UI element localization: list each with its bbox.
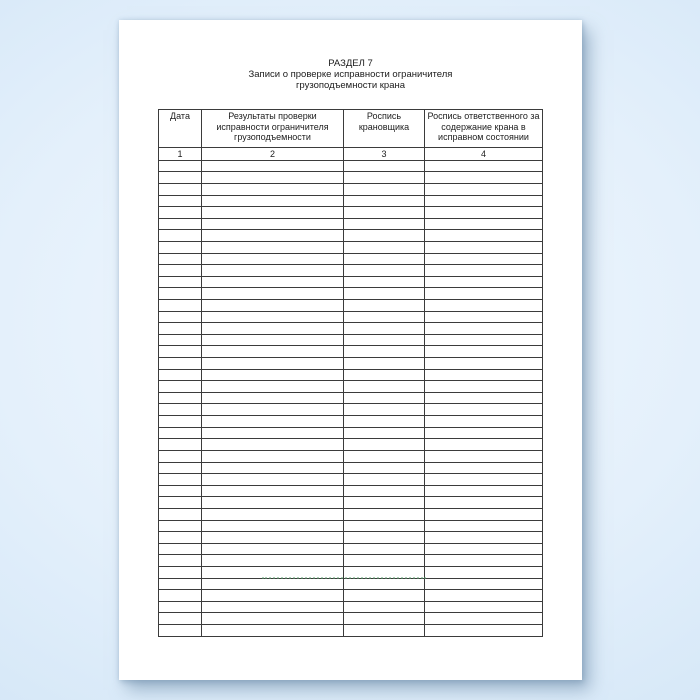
empty-record-cell	[344, 195, 425, 207]
empty-record-cell	[202, 427, 344, 439]
empty-record-cell	[344, 416, 425, 428]
empty-record-cell	[159, 265, 202, 277]
empty-record-cell	[425, 508, 543, 520]
empty-record-cell	[425, 497, 543, 509]
empty-record-row	[159, 183, 543, 195]
empty-record-row	[159, 439, 543, 451]
empty-record-cell	[344, 567, 425, 579]
empty-record-cell	[344, 311, 425, 323]
section-title: РАЗДЕЛ 7	[328, 58, 373, 69]
empty-record-cell	[344, 590, 425, 602]
column-number: 2	[202, 148, 344, 161]
empty-record-row	[159, 172, 543, 184]
empty-record-cell	[425, 195, 543, 207]
empty-record-cell	[344, 392, 425, 404]
empty-record-cell	[425, 474, 543, 486]
empty-record-cell	[344, 520, 425, 532]
empty-record-cell	[202, 392, 344, 404]
empty-record-cell	[344, 439, 425, 451]
empty-record-cell	[159, 485, 202, 497]
empty-record-cell	[425, 543, 543, 555]
empty-record-cell	[344, 369, 425, 381]
empty-record-cell	[159, 613, 202, 625]
empty-record-cell	[159, 288, 202, 300]
empty-record-cell	[344, 288, 425, 300]
empty-record-cell	[202, 474, 344, 486]
empty-record-cell	[344, 323, 425, 335]
empty-record-row	[159, 311, 543, 323]
empty-record-row	[159, 369, 543, 381]
header-cell-date: Дата	[159, 110, 202, 148]
empty-record-row	[159, 207, 543, 219]
empty-record-cell	[159, 253, 202, 265]
empty-record-cell	[425, 613, 543, 625]
empty-record-cell	[425, 462, 543, 474]
empty-record-cell	[425, 450, 543, 462]
empty-record-row	[159, 253, 543, 265]
empty-record-row	[159, 508, 543, 520]
empty-record-cell	[202, 601, 344, 613]
empty-record-cell	[344, 183, 425, 195]
empty-record-cell	[425, 253, 543, 265]
empty-record-cell	[344, 160, 425, 172]
empty-record-cell	[425, 439, 543, 451]
empty-record-cell	[159, 439, 202, 451]
empty-record-cell	[425, 590, 543, 602]
empty-record-row	[159, 613, 543, 625]
empty-record-row	[159, 625, 543, 637]
empty-record-cell	[159, 218, 202, 230]
column-number-row	[159, 148, 543, 161]
document-page	[119, 20, 582, 680]
empty-record-row	[159, 288, 543, 300]
empty-record-cell	[202, 439, 344, 451]
empty-record-cell	[344, 625, 425, 637]
empty-record-cell	[159, 230, 202, 242]
empty-record-cell	[159, 358, 202, 370]
header-cell-operator-signature: Роспись крановщика	[344, 110, 425, 148]
empty-record-cell	[159, 497, 202, 509]
empty-record-cell	[344, 346, 425, 358]
empty-record-cell	[425, 601, 543, 613]
empty-record-cell	[159, 346, 202, 358]
column-number: 3	[344, 148, 425, 161]
empty-record-cell	[344, 555, 425, 567]
empty-record-cell	[159, 416, 202, 428]
empty-record-row	[159, 195, 543, 207]
empty-record-cell	[159, 601, 202, 613]
empty-record-cell	[344, 207, 425, 219]
empty-record-cell	[159, 334, 202, 346]
empty-record-row	[159, 520, 543, 532]
empty-record-cell	[425, 172, 543, 184]
empty-record-cell	[202, 416, 344, 428]
empty-record-cell	[159, 543, 202, 555]
empty-record-row	[159, 160, 543, 172]
empty-record-cell	[202, 323, 344, 335]
empty-record-cell	[202, 241, 344, 253]
empty-record-row	[159, 543, 543, 555]
empty-record-row	[159, 230, 543, 242]
empty-record-cell	[425, 230, 543, 242]
empty-record-cell	[159, 195, 202, 207]
empty-record-cell	[159, 323, 202, 335]
empty-record-cell	[344, 474, 425, 486]
empty-record-row	[159, 265, 543, 277]
empty-record-cell	[425, 276, 543, 288]
empty-record-cell	[425, 241, 543, 253]
empty-record-cell	[159, 555, 202, 567]
empty-record-cell	[425, 334, 543, 346]
empty-record-cell	[202, 613, 344, 625]
header-cell-responsible-signature: Роспись ответственного за содержание крана в исправном состоянии	[425, 110, 543, 148]
empty-record-cell	[344, 230, 425, 242]
empty-record-cell	[344, 358, 425, 370]
empty-record-row	[159, 427, 543, 439]
empty-record-cell	[344, 381, 425, 393]
empty-record-row	[159, 450, 543, 462]
empty-record-cell	[425, 567, 543, 579]
empty-record-cell	[159, 299, 202, 311]
empty-record-cell	[159, 207, 202, 219]
empty-record-cell	[425, 207, 543, 219]
empty-record-cell	[425, 160, 543, 172]
document-subtitle-line-1: Записи о проверке исправности ограничителя	[248, 69, 453, 80]
empty-record-cell	[159, 590, 202, 602]
empty-record-cell	[425, 183, 543, 195]
table-header-row	[159, 110, 543, 148]
empty-record-row	[159, 567, 543, 579]
empty-record-row	[159, 532, 543, 544]
empty-record-cell	[425, 392, 543, 404]
empty-record-cell	[425, 485, 543, 497]
empty-record-row	[159, 323, 543, 335]
empty-record-cell	[344, 601, 425, 613]
empty-record-cell	[159, 462, 202, 474]
empty-record-row	[159, 590, 543, 602]
empty-record-row	[159, 601, 543, 613]
empty-record-cell	[159, 520, 202, 532]
empty-record-row	[159, 485, 543, 497]
empty-record-cell	[344, 172, 425, 184]
empty-record-cell	[202, 276, 344, 288]
empty-record-cell	[344, 462, 425, 474]
empty-record-row	[159, 392, 543, 404]
empty-record-cell	[425, 578, 543, 590]
empty-record-cell	[425, 323, 543, 335]
empty-record-cell	[425, 369, 543, 381]
empty-record-cell	[159, 474, 202, 486]
empty-record-cell	[344, 218, 425, 230]
empty-record-cell	[159, 532, 202, 544]
empty-record-cell	[202, 543, 344, 555]
empty-record-row	[159, 381, 543, 393]
empty-record-cell	[159, 241, 202, 253]
empty-record-cell	[159, 508, 202, 520]
empty-record-cell	[202, 567, 344, 579]
empty-record-cell	[344, 497, 425, 509]
empty-record-cell	[344, 485, 425, 497]
empty-record-cell	[202, 381, 344, 393]
empty-record-cell	[344, 427, 425, 439]
empty-record-cell	[159, 160, 202, 172]
empty-record-cell	[202, 590, 344, 602]
empty-record-cell	[344, 532, 425, 544]
empty-record-row	[159, 416, 543, 428]
empty-record-row	[159, 497, 543, 509]
empty-record-cell	[425, 427, 543, 439]
empty-record-cell	[159, 172, 202, 184]
empty-record-cell	[159, 404, 202, 416]
document-subtitle-line-2: грузоподъемности крана	[295, 80, 406, 91]
empty-record-cell	[202, 218, 344, 230]
empty-record-row	[159, 474, 543, 486]
document-title-block	[119, 20, 582, 91]
empty-record-cell	[202, 183, 344, 195]
empty-record-cell	[202, 253, 344, 265]
empty-record-cell	[425, 532, 543, 544]
empty-record-row	[159, 555, 543, 567]
table-body	[159, 148, 543, 637]
empty-record-cell	[425, 520, 543, 532]
empty-record-cell	[202, 334, 344, 346]
empty-record-cell	[344, 508, 425, 520]
empty-record-cell	[202, 462, 344, 474]
empty-record-cell	[202, 578, 344, 590]
empty-record-cell	[159, 311, 202, 323]
empty-record-row	[159, 462, 543, 474]
empty-record-cell	[159, 625, 202, 637]
empty-record-cell	[159, 427, 202, 439]
empty-record-row	[159, 276, 543, 288]
empty-record-cell	[202, 299, 344, 311]
empty-record-cell	[202, 497, 344, 509]
empty-record-cell	[344, 299, 425, 311]
empty-record-row	[159, 346, 543, 358]
empty-record-cell	[159, 392, 202, 404]
empty-record-cell	[159, 276, 202, 288]
empty-record-cell	[202, 230, 344, 242]
empty-record-cell	[425, 625, 543, 637]
empty-record-cell	[202, 311, 344, 323]
empty-record-cell	[425, 265, 543, 277]
empty-record-cell	[425, 346, 543, 358]
empty-record-cell	[425, 218, 543, 230]
column-number: 4	[425, 148, 543, 161]
empty-record-cell	[202, 508, 344, 520]
empty-record-cell	[202, 160, 344, 172]
empty-record-cell	[202, 450, 344, 462]
empty-record-row	[159, 299, 543, 311]
empty-record-cell	[159, 567, 202, 579]
empty-record-cell	[202, 346, 344, 358]
empty-record-cell	[159, 450, 202, 462]
empty-record-cell	[344, 276, 425, 288]
empty-record-cell	[425, 416, 543, 428]
empty-record-cell	[425, 311, 543, 323]
empty-record-cell	[344, 543, 425, 555]
empty-record-row	[159, 218, 543, 230]
empty-record-cell	[159, 369, 202, 381]
empty-record-cell	[202, 195, 344, 207]
empty-record-cell	[159, 381, 202, 393]
empty-record-cell	[202, 404, 344, 416]
empty-record-cell	[202, 265, 344, 277]
empty-record-cell	[202, 520, 344, 532]
empty-record-cell	[344, 241, 425, 253]
empty-record-cell	[202, 288, 344, 300]
empty-record-cell	[202, 358, 344, 370]
empty-record-cell	[202, 532, 344, 544]
empty-record-cell	[344, 613, 425, 625]
empty-record-cell	[344, 253, 425, 265]
empty-record-row	[159, 358, 543, 370]
empty-record-cell	[344, 450, 425, 462]
empty-record-cell	[344, 265, 425, 277]
empty-record-cell	[159, 183, 202, 195]
records-table	[158, 109, 543, 637]
empty-record-cell	[425, 555, 543, 567]
empty-record-cell	[425, 358, 543, 370]
header-cell-check-results: Результаты проверки исправности ограничителя грузоподъемности	[202, 110, 344, 148]
empty-record-cell	[202, 485, 344, 497]
empty-record-cell	[202, 625, 344, 637]
empty-record-row	[159, 241, 543, 253]
empty-record-cell	[202, 172, 344, 184]
empty-record-row	[159, 404, 543, 416]
empty-record-cell	[159, 578, 202, 590]
empty-record-cell	[344, 404, 425, 416]
empty-record-cell	[344, 334, 425, 346]
empty-record-cell	[425, 404, 543, 416]
empty-record-cell	[344, 578, 425, 590]
empty-record-cell	[425, 288, 543, 300]
empty-record-row	[159, 334, 543, 346]
column-number: 1	[159, 148, 202, 161]
empty-record-cell	[202, 369, 344, 381]
empty-record-row	[159, 578, 543, 590]
empty-record-cell	[425, 381, 543, 393]
empty-record-cell	[425, 299, 543, 311]
empty-record-cell	[202, 207, 344, 219]
empty-record-cell	[202, 555, 344, 567]
